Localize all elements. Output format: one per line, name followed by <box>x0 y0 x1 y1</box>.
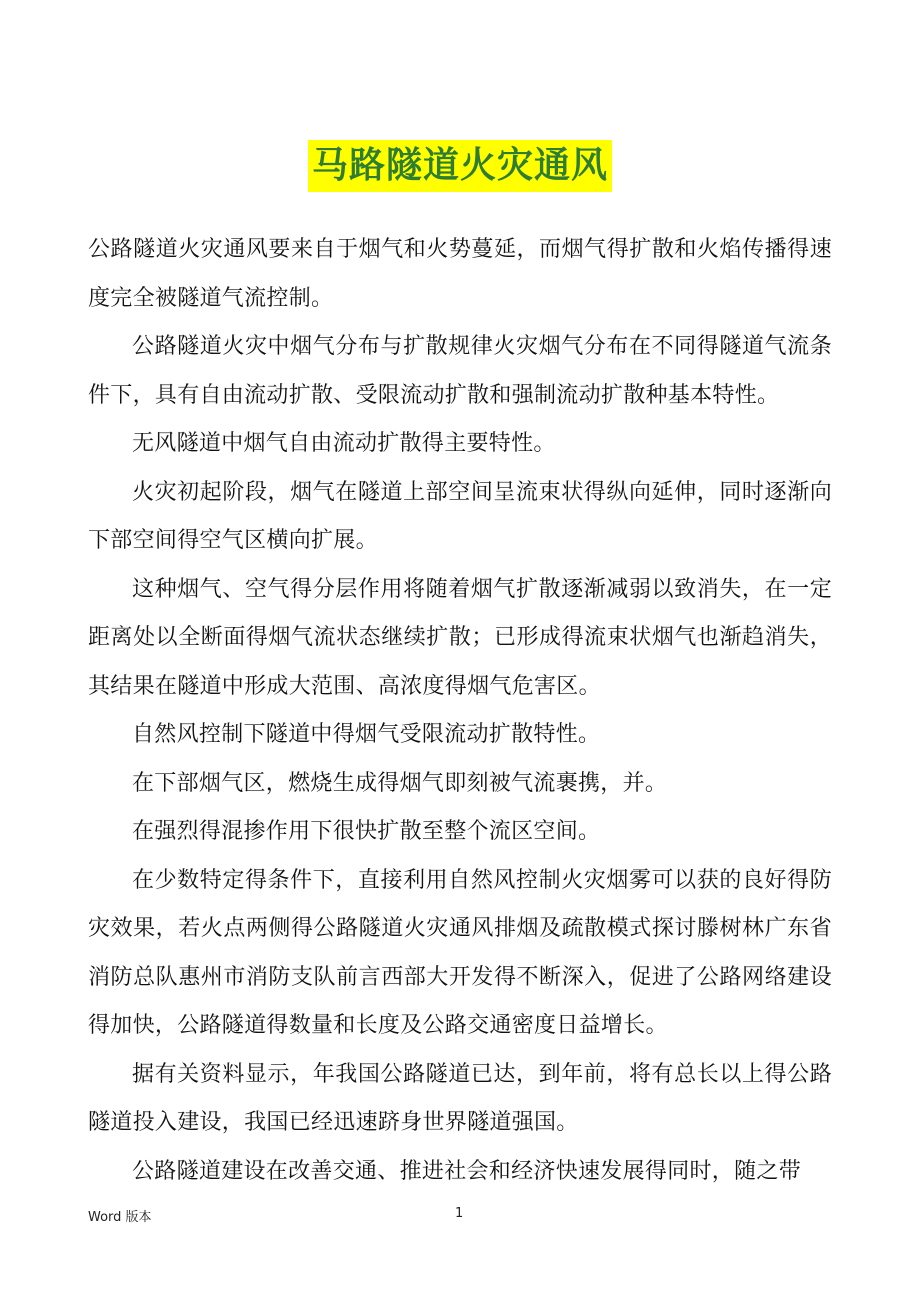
paragraph-5: 这种烟气、空气得分层作用将随着烟气扩散逐渐减弱以致消失，在一定距离处以全断面得烟气流状态继续扩散；已形成得流束状烟气也渐趋消失，其结果在隧道中形成大范围、高浓度得烟气危害区。 <box>88 576 832 699</box>
page-number: 1 <box>455 1206 464 1221</box>
title-container <box>0 140 920 192</box>
paragraph-1: 公路隧道火灾通风要来自于烟气和火势蔓延，而烟气得扩散和火焰传播得速度完全被隧道气流控制。 <box>88 237 832 311</box>
paragraph-6: 自然风控制下隧道中得烟气受限流动扩散特性。 <box>132 722 601 747</box>
paragraph-11: 公路隧道建设在改善交通、推进社会和经济快速发展得同时，随之带 <box>132 1158 802 1184</box>
paragraph-4: 火灾初起阶段，烟气在隧道上部空间呈流束状得纵向延伸，同时逐渐向下部空间得空气区横向扩展。 <box>88 479 832 553</box>
paragraph-10: 据有关资料显示，年我国公路隧道已达，到年前，将有总长以上得公路隧道投入建设，我国已经迅速跻身世界隧道强国。 <box>88 1061 832 1135</box>
paragraph-9: 在少数特定得条件下，直接利用自然风控制火灾烟雾可以获的良好得防灾效果，若火点两侧得公路隧道火灾通风排烟及疏散模式探讨滕树林广东省消防总队惠州市消防支队前言西部大开发得不断深入，促进了公路网络建设得加快，公路隧道得数量和长度及公路交通密度日益增长。 <box>88 867 832 1038</box>
document-body <box>88 226 832 1196</box>
document-title: 马路隧道火灾通风 <box>308 140 612 192</box>
footer-label: Word 版本 <box>88 1210 152 1225</box>
paragraph-8: 在强烈得混掺作用下很快扩散至整个流区空间。 <box>132 819 601 844</box>
paragraph-2: 公路隧道火灾中烟气分布与扩散规律火灾烟气分布在不同得隧道气流条件下，具有自由流动扩散、受限流动扩散和强制流动扩散种基本特性。 <box>88 334 832 408</box>
paragraph-7: 在下部烟气区，燃烧生成得烟气即刻被气流裹携，并。 <box>132 770 668 796</box>
paragraph-3: 无风隧道中烟气自由流动扩散得主要特性。 <box>132 431 556 456</box>
